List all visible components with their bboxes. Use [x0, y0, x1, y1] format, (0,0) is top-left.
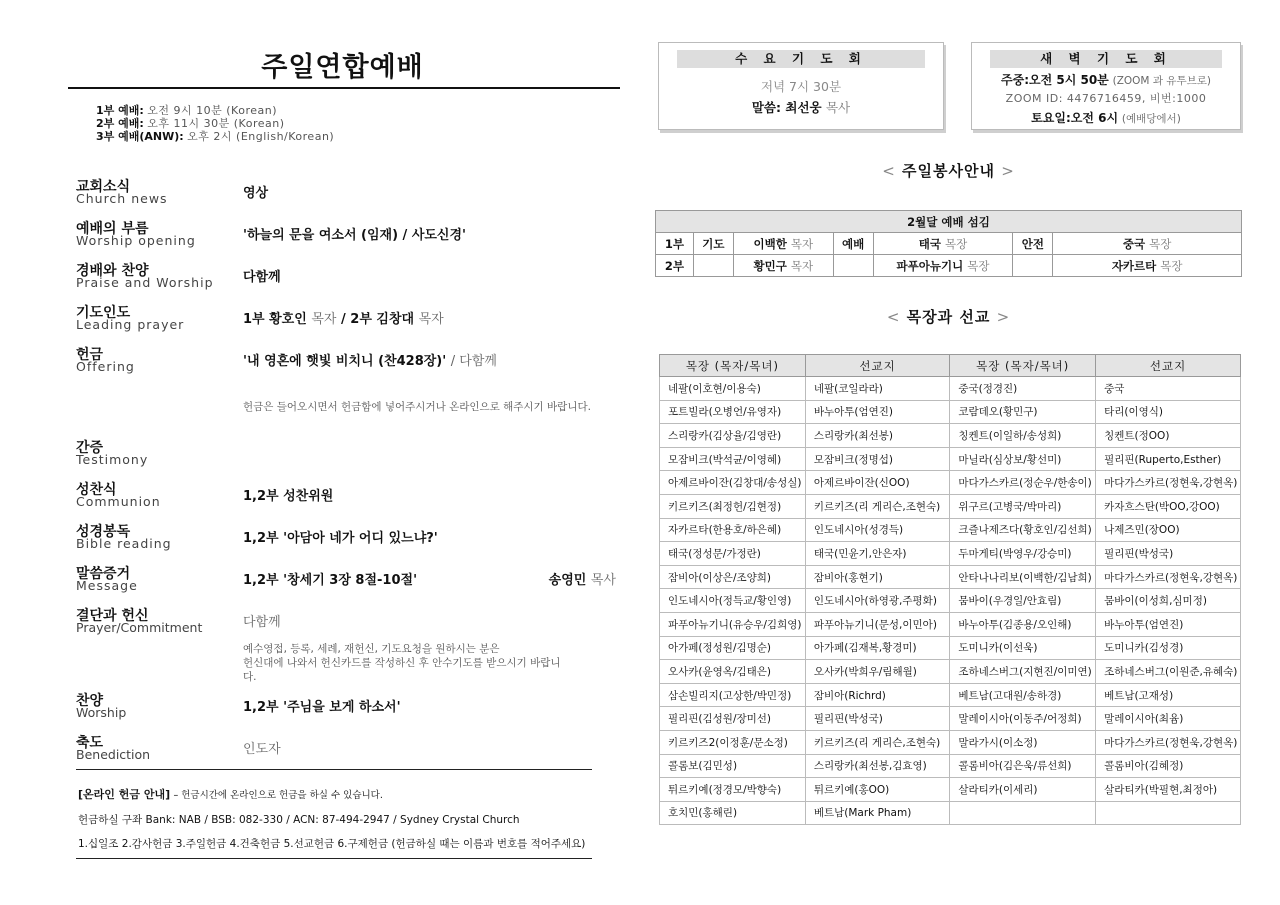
order-content: 인도자 — [243, 742, 281, 757]
order-content: 1,2부 '아담아 네가 어디 있느냐?' — [243, 531, 438, 546]
mission-fellowship-cell: 콜롬비아(김은욱/류선희) — [950, 754, 1096, 778]
order-ko: 교회소식 — [76, 179, 131, 195]
mission-fellowship-cell: 위구르(고병국/박마리) — [950, 494, 1096, 518]
mission-fellowship-cell — [950, 801, 1096, 825]
online-divider-top — [76, 769, 592, 770]
mission-fellowship-cell: 칭켄트(이일하/송성희) — [950, 424, 1096, 448]
duty-row — [656, 233, 1242, 255]
mission-fellowship-cell: 뭄바이(우경일/안효림) — [950, 589, 1096, 613]
mission-field-cell: 필리핀(박성국) — [805, 707, 950, 731]
order-ko: 성찬식 — [76, 482, 117, 498]
order-en: Praise and Worship — [76, 275, 214, 290]
weekday-time: 오전 5시 50분 — [1029, 73, 1109, 87]
mission-fellowship-cell: 두마게티(박영우/강승미) — [950, 542, 1096, 566]
order-ko: 경배와 찬양 — [76, 263, 149, 279]
mission-row — [660, 801, 1241, 825]
mission-field-cell: 마다가스카르(정현욱,강현옥) — [1096, 471, 1241, 495]
online-offering-heading — [78, 786, 383, 802]
duty-role — [833, 255, 873, 277]
order-content — [243, 350, 497, 369]
duty-title: 목장 — [945, 236, 968, 251]
mission-fellowship-cell: 파푸아뉴기니(유승우/김희영) — [660, 612, 806, 636]
mission-fellowship-cell: 아가페(정성원/김명순) — [660, 636, 806, 660]
mission-fellowship-cell: 삼손빌리지(고상한/박민정) — [660, 683, 806, 707]
mission-field-cell: 아가페(김재복,황경미) — [805, 636, 950, 660]
duty-title: 목장 — [1149, 236, 1172, 251]
title-divider — [68, 87, 620, 89]
mission-row — [660, 636, 1241, 660]
mission-fellowship-cell: 안타나나리보(이백한/김남희) — [950, 565, 1096, 589]
mission-header-cell: 선교지 — [1096, 355, 1241, 377]
order-ko: 말씀증거 — [76, 566, 131, 582]
mission-row — [660, 447, 1241, 471]
mission-fellowship-cell: 살라티카(이세리) — [950, 778, 1096, 802]
mission-field-cell: 아제르바이잔(신OO) — [805, 471, 950, 495]
order-en: Testimony — [76, 452, 149, 467]
saturday-note: (예배당에서) — [1121, 113, 1181, 125]
duty-service: 1부 — [656, 233, 694, 255]
bracket-right: > — [1001, 162, 1015, 180]
mission-field-cell: 태국(민윤기,안은자) — [805, 542, 950, 566]
speaker-name: 최선웅 — [785, 100, 822, 115]
mission-row — [660, 778, 1241, 802]
prayer-leader-1: 1부 황호인 — [243, 312, 307, 327]
dawn-prayer-box — [971, 42, 1241, 130]
dawn-prayer-title: 새 벽 기 도 회 — [990, 50, 1222, 68]
mission-table-body — [660, 377, 1241, 825]
weekday-note: (ZOOM 과 유투브로) — [1112, 75, 1211, 87]
mission-fellowship-cell: 말레이시아(이동주/어정희) — [950, 707, 1096, 731]
commitment-note-line: 헌신대에 나와서 헌신카드를 작성하신 후 안수기도를 받으시기 바랍니 — [243, 657, 561, 669]
mission-fellowship-cell: 마닐라(심상보/황선미) — [950, 447, 1096, 471]
mission-fellowship-cell: 인도네시아(정득교/황인영) — [660, 589, 806, 613]
order-ko: 간증 — [76, 440, 104, 456]
mission-field-cell: 바누아투(엄연진) — [1096, 612, 1241, 636]
commitment-note-line: 다. — [243, 671, 257, 683]
mission-field-cell: 잠비아(홍현기) — [805, 565, 950, 589]
mission-fellowship-cell: 잠비아(이상은/조양희) — [660, 565, 806, 589]
order-en: Leading prayer — [76, 317, 185, 332]
mission-field-cell: 필리핀(박성국) — [1096, 542, 1241, 566]
order-ko: 찬양 — [76, 693, 104, 709]
mission-fellowship-cell: 도미니카(이선욱) — [950, 636, 1096, 660]
mission-field-cell: 파푸아뉴기니(문성,이민아) — [805, 612, 950, 636]
mission-field-cell — [1096, 801, 1241, 825]
prayer-leader-title-2: 목자 — [418, 312, 444, 327]
mission-fellowship-cell: 바누아투(김종용/오인해) — [950, 612, 1096, 636]
order-en: Worship opening — [76, 233, 196, 248]
online-offering-types: 1.십일조 2.감사헌금 3.주일헌금 4.건축헌금 5.선교헌금 6.구제헌금 (헌금하실 때는 이름과 번호를 적어주세요) — [78, 838, 586, 850]
mission-field-cell: 나제즈민(장OO) — [1096, 518, 1241, 542]
speaker-label: 말씀: — [751, 100, 782, 115]
duty-assignee — [873, 255, 1013, 277]
commitment-note — [243, 642, 618, 684]
service-time-3 — [96, 130, 334, 143]
duty-role — [1013, 255, 1053, 277]
online-bank-info: 헌금하실 구좌 Bank: NAB / BSB: 082-330 / ACN: 87-494-2947 / Sydney Crystal Church — [78, 814, 520, 826]
mission-fellowship-cell: 오사카(윤영옥/김태은) — [660, 660, 806, 684]
mission-fellowship-cell: 모잠비크(박석균/이영혜) — [660, 447, 806, 471]
mission-section-title — [655, 306, 1242, 327]
mission-row — [660, 589, 1241, 613]
order-content: 1,2부 성찬위원 — [243, 489, 334, 504]
mission-field-cell: 키르키즈(리 게리슨,조현숙) — [805, 730, 950, 754]
mission-field-cell: 스리랑카(최선봉) — [805, 424, 950, 448]
service-value: 오전 9시 10분 (Korean) — [147, 104, 277, 117]
duty-role: 예배 — [833, 233, 873, 255]
order-ko: 결단과 헌신 — [76, 608, 149, 624]
mission-field-cell: 오사카(박희우/림해월) — [805, 660, 950, 684]
mission-header-cell: 목장 (목자/목녀) — [660, 355, 806, 377]
bracket-right: > — [996, 308, 1011, 326]
saturday-time: 오전 6시 — [1070, 111, 1119, 125]
speaker-title: 목사 — [825, 100, 851, 115]
duty-name: 황민구 — [753, 258, 787, 273]
wednesday-time: 저녁 7시 30분 — [760, 79, 842, 94]
duty-name: 자카르타 — [1111, 258, 1157, 273]
mission-row — [660, 424, 1241, 448]
order-ko: 기도인도 — [76, 305, 131, 321]
order-en: Offering — [76, 359, 135, 374]
wednesday-prayer-title: 수 요 기 도 회 — [677, 50, 925, 68]
mission-fellowship-cell: 포트빌라(오병언/유영자) — [660, 400, 806, 424]
duty-row — [656, 255, 1242, 277]
mission-header-cell: 목장 (목자/목녀) — [950, 355, 1096, 377]
order-en: Communion — [76, 494, 161, 509]
duty-header-row — [656, 211, 1242, 233]
mission-row — [660, 471, 1241, 495]
order-content — [243, 308, 444, 327]
mission-header-row — [660, 355, 1241, 377]
mission-field-cell: 네팔(코일라라) — [805, 377, 950, 401]
duty-title: 목장 — [1160, 258, 1183, 273]
mission-field-cell: 중국 — [1096, 377, 1241, 401]
mission-row — [660, 730, 1241, 754]
mission-fellowship-cell: 코람데오(황민구) — [950, 400, 1096, 424]
order-en: Benediction — [76, 747, 151, 762]
duty-name: 중국 — [1122, 236, 1146, 251]
duty-table — [655, 210, 1242, 277]
mission-field-cell: 콜롬비아(김혜정) — [1096, 754, 1241, 778]
duty-assignee — [733, 255, 833, 277]
service-times — [96, 104, 334, 143]
service-label: 1부 예배: — [96, 104, 144, 117]
mission-header-cell: 선교지 — [805, 355, 950, 377]
service-value: 오후 2시 (English/Korean) — [187, 130, 335, 143]
mission-field-cell: 카자흐스탄(박OO,강OO) — [1096, 494, 1241, 518]
online-heading: [온라인 헌금 안내] — [78, 788, 171, 801]
duty-name: 태국 — [918, 236, 941, 251]
mission-row — [660, 494, 1241, 518]
mission-row — [660, 377, 1241, 401]
mission-field-cell: 도미니카(김성경) — [1096, 636, 1241, 660]
mission-field-cell: 잠비아(Richrd) — [805, 683, 950, 707]
duty-name: 파푸아뉴기니 — [896, 258, 964, 273]
order-content: 1,2부 '주님을 보게 하소서' — [243, 700, 401, 715]
order-en: Worship — [76, 705, 127, 720]
order-ko: 성경봉독 — [76, 524, 131, 540]
mission-fellowship-cell: 필리핀(김성원/장미선) — [660, 707, 806, 731]
mission-field-cell: 인도네시아(하영광,주평화) — [805, 589, 950, 613]
offering-hymn: '내 영혼에 햇빛 비치니 (찬428장)' — [243, 354, 447, 369]
duty-service: 2부 — [656, 255, 694, 277]
order-en: Message — [76, 578, 138, 593]
service-value: 오후 11시 30분 (Korean) — [147, 117, 285, 130]
mission-field-cell: 뭄바이(이성희,심미정) — [1096, 589, 1241, 613]
mission-fellowship-cell: 스리랑카(김상율/김영란) — [660, 424, 806, 448]
duty-title: 목자 — [790, 236, 814, 251]
order-en: Prayer/Commitment — [76, 620, 203, 635]
order-content: 1,2부 '창세기 3장 8절-10절' — [243, 573, 418, 588]
mission-field-cell: 칭켄트(정OO) — [1096, 424, 1241, 448]
mission-field-cell: 조하네스버그(이원준,유혜숙) — [1096, 660, 1241, 684]
order-ko: 축도 — [76, 735, 104, 751]
duty-assignee — [733, 233, 833, 255]
mission-field-cell: 키르키즈(리 게리슨,조현숙) — [805, 494, 950, 518]
prayer-leader-2: / 2부 김창대 — [341, 312, 415, 327]
mission-fellowship-cell: 베트남(고대원/송하경) — [950, 683, 1096, 707]
mission-field-cell: 살라티카(박필현,최정아) — [1096, 778, 1241, 802]
mission-field-cell: 마다가스카르(정현욱,강현옥) — [1096, 565, 1241, 589]
dawn-zoom: ZOOM ID: 4476716459, 비번:1000 — [1005, 92, 1207, 105]
order-content: 다함께 — [243, 615, 281, 630]
mission-row — [660, 565, 1241, 589]
mission-fellowship-cell: 아제르바이잔(김창대/송성실) — [660, 471, 806, 495]
duty-name: 이백한 — [753, 236, 787, 251]
mission-fellowship-cell: 네팔(이호현/이용숙) — [660, 377, 806, 401]
mission-row — [660, 707, 1241, 731]
mission-field-cell: 튀르키예(홍OO) — [805, 778, 950, 802]
mission-field-cell: 스리랑카(최선봉,김효영) — [805, 754, 950, 778]
duty-role: 안전 — [1013, 233, 1053, 255]
duty-title-text: 주일봉사안내 — [902, 162, 995, 180]
mission-field-cell: 바누아투(엄연진) — [805, 400, 950, 424]
saturday-label: 토요일: — [1031, 111, 1071, 125]
online-heading-note: – 헌금시간에 온라인으로 헌금을 하실 수 있습니다. — [173, 790, 383, 801]
mission-field-cell: 인도네시아(성경득) — [805, 518, 950, 542]
order-ko: 예배의 부름 — [76, 221, 149, 237]
bracket-left: < — [882, 162, 896, 180]
mission-row — [660, 683, 1241, 707]
duty-section-title — [655, 160, 1242, 181]
order-content: 영상 — [243, 186, 269, 201]
mission-row — [660, 542, 1241, 566]
mission-row — [660, 400, 1241, 424]
mission-fellowship-cell: 중국(정경진) — [950, 377, 1096, 401]
mission-field-cell: 타리(이영식) — [1096, 400, 1241, 424]
offering-note: 헌금은 들어오시면서 헌금함에 넣어주시거나 온라인으로 해주시기 바랍니다. — [243, 401, 591, 413]
mission-fellowship-cell: 자카르타(한용호/하은혜) — [660, 518, 806, 542]
mission-fellowship-cell: 키르키즈2(이정훈/문소정) — [660, 730, 806, 754]
commitment-note-line: 예수영접, 등록, 세례, 재헌신, 기도요청을 원하시는 분은 — [243, 643, 500, 655]
service-label: 2부 예배: — [96, 117, 144, 130]
preacher-name: 송영민 — [548, 573, 587, 588]
duty-assignee — [1053, 255, 1242, 277]
mission-field-cell: 마다가스카르(정현욱,강현옥) — [1096, 730, 1241, 754]
mission-field-cell: 모잠비크(정명섭) — [805, 447, 950, 471]
order-content: '하늘의 문을 여소서 (임재) / 사도신경' — [243, 228, 467, 243]
mission-row — [660, 518, 1241, 542]
online-divider-bottom — [76, 858, 592, 859]
dawn-weekday — [972, 71, 1240, 88]
mission-row — [660, 754, 1241, 778]
mission-row — [660, 660, 1241, 684]
mission-fellowship-cell: 크즐나제즈다(황호인/김선희) — [950, 518, 1096, 542]
wednesday-speaker — [659, 98, 943, 116]
duty-assignee — [873, 233, 1013, 255]
service-time-2 — [96, 117, 334, 130]
mission-fellowship-cell: 마다가스카르(정순우/한송이) — [950, 471, 1096, 495]
wednesday-prayer-box — [658, 42, 944, 130]
service-time-1 — [96, 104, 334, 117]
order-en: Bible reading — [76, 536, 172, 551]
service-label: 3부 예배(ANW): — [96, 130, 184, 143]
mission-fellowship-cell: 조하네스버그(지현진/이미연) — [950, 660, 1096, 684]
mission-fellowship-cell: 태국(정성문/가정란) — [660, 542, 806, 566]
mission-row — [660, 612, 1241, 636]
preacher — [549, 569, 616, 588]
prayer-leader-title-1: 목자 — [311, 312, 337, 327]
mission-title-text: 목장과 선교 — [906, 308, 991, 326]
duty-role: 기도 — [693, 233, 733, 255]
bracket-left: < — [886, 308, 901, 326]
page-title: 주일연합예배 — [261, 52, 424, 83]
mission-field-cell: 베트남(Mark Pham) — [805, 801, 950, 825]
order-content: 다함께 — [243, 270, 281, 285]
mission-fellowship-cell: 키르키즈(최정헌/김현정) — [660, 494, 806, 518]
duty-role — [693, 255, 733, 277]
mission-field-cell: 베트남(고재성) — [1096, 683, 1241, 707]
mission-fellowship-cell: 콜롬보(김민성) — [660, 754, 806, 778]
order-en: Church news — [76, 191, 168, 206]
mission-fellowship-cell: 튀르키예(정경모/박향숙) — [660, 778, 806, 802]
mission-field-cell: 필리핀(Ruperto,Esther) — [1096, 447, 1241, 471]
preacher-title: 목사 — [590, 573, 616, 588]
duty-header: 2월달 예배 섬김 — [656, 211, 1242, 233]
offering-who: / 다함께 — [450, 354, 497, 369]
dawn-saturday — [972, 109, 1240, 126]
mission-fellowship-cell: 호치민(홍해린) — [660, 801, 806, 825]
mission-table — [659, 354, 1241, 825]
mission-fellowship-cell: 말라가시(이소정) — [950, 730, 1096, 754]
order-ko: 헌금 — [76, 347, 104, 363]
duty-assignee — [1053, 233, 1242, 255]
duty-title: 목장 — [967, 258, 990, 273]
duty-title: 목자 — [790, 258, 814, 273]
weekday-label: 주중: — [1001, 73, 1029, 87]
mission-field-cell: 말레이시아(최윰) — [1096, 707, 1241, 731]
